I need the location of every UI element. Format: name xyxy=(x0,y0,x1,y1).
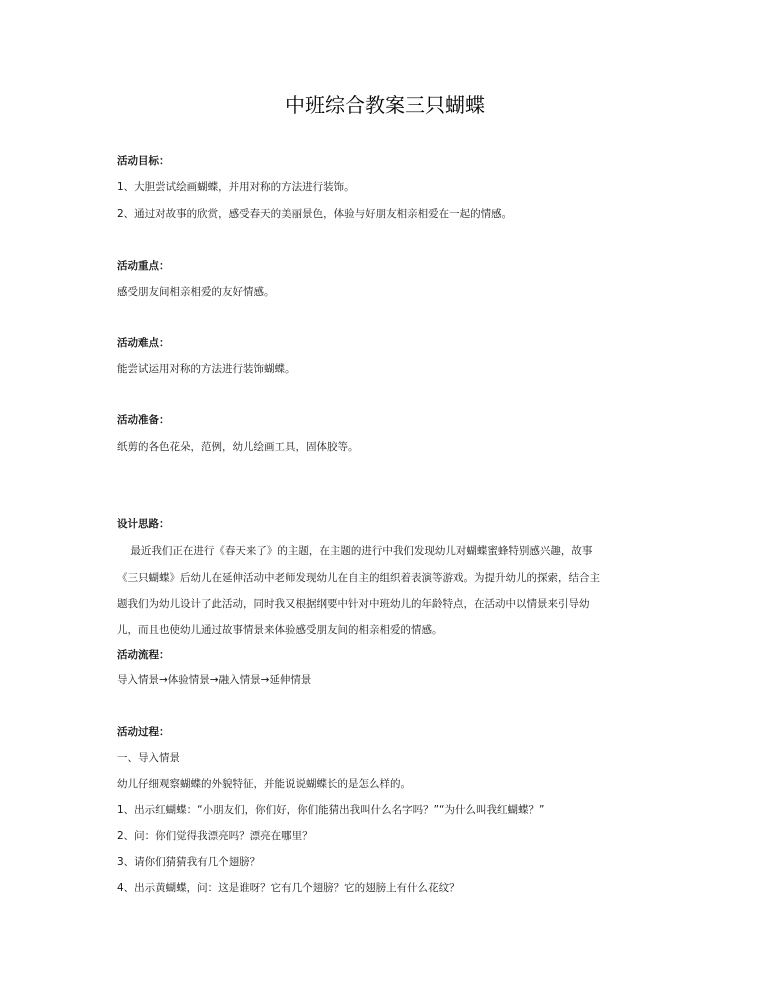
process-intro: 幼儿仔细观察蝴蝶的外貌特征，并能说说蝴蝶长的是怎么样的。 xyxy=(117,778,411,790)
process-section-1: 一、导入情景 xyxy=(117,752,180,764)
process-step-2: 2、问：你们觉得我漂亮吗？漂亮在哪里？ xyxy=(117,830,313,842)
difficulty-heading: 活动难点： xyxy=(117,337,170,349)
flow-heading: 活动流程： xyxy=(117,649,170,661)
design-line-3: 题我们为幼儿设计了此活动，同时我又根据纲要中针对中班幼儿的年龄特点，在活动中以情景来引导幼 xyxy=(117,598,590,610)
design-line-4: 儿，而且也使幼儿通过故事情景来体验感受朋友间的相亲相爱的情感。 xyxy=(117,624,443,636)
preparation-heading: 活动准备： xyxy=(117,414,170,426)
process-step-1: 1、出示红蝴蝶：“小朋友们，你们好，你们能猜出我叫什么名字吗？”“为什么叫我红蝴蝶？” xyxy=(117,804,545,816)
design-heading: 设计思路： xyxy=(117,518,170,530)
objective-item-2: 2、通过对故事的欣赏，感受春天的美丽景色，体验与好朋友相亲相爱在一起的情感。 xyxy=(117,208,513,220)
flow-text: 导入情景→体验情景→融入情景→延伸情景 xyxy=(117,674,312,686)
document-title: 中班综合教案三只蝴蝶 xyxy=(285,93,485,117)
difficulty-text: 能尝试运用对称的方法进行装饰蝴蝶。 xyxy=(117,363,296,375)
process-step-3: 3、请你们猜猜我有几个翅膀？ xyxy=(117,856,261,868)
design-line-2: 《三只蝴蝶》后幼儿在延伸活动中老师发现幼儿在自主的组织着表演等游戏。为提升幼儿的探索，结合主 xyxy=(117,572,600,584)
process-step-4: 4、出示黄蝴蝶，问：这是谁呀？它有几个翅膀？它的翅膀上有什么花纹？ xyxy=(117,882,460,894)
objectives-heading: 活动目标： xyxy=(117,155,170,167)
process-heading: 活动过程： xyxy=(117,726,170,738)
design-line-1: 最近我们正在进行《春天来了》的主题，在主题的进行中我们发现幼儿对蝴蝶蜜蜂特别感兴趣，故事 xyxy=(117,545,593,557)
objective-item-1: 1、大胆尝试绘画蝴蝶，并用对称的方法进行装饰。 xyxy=(117,181,355,193)
preparation-text: 纸剪的各色花朵，范例，幼儿绘画工具，固体胶等。 xyxy=(117,441,359,453)
key-point-text: 感受朋友间相亲相爱的友好情感。 xyxy=(117,286,275,298)
key-point-heading: 活动重点： xyxy=(117,260,170,272)
